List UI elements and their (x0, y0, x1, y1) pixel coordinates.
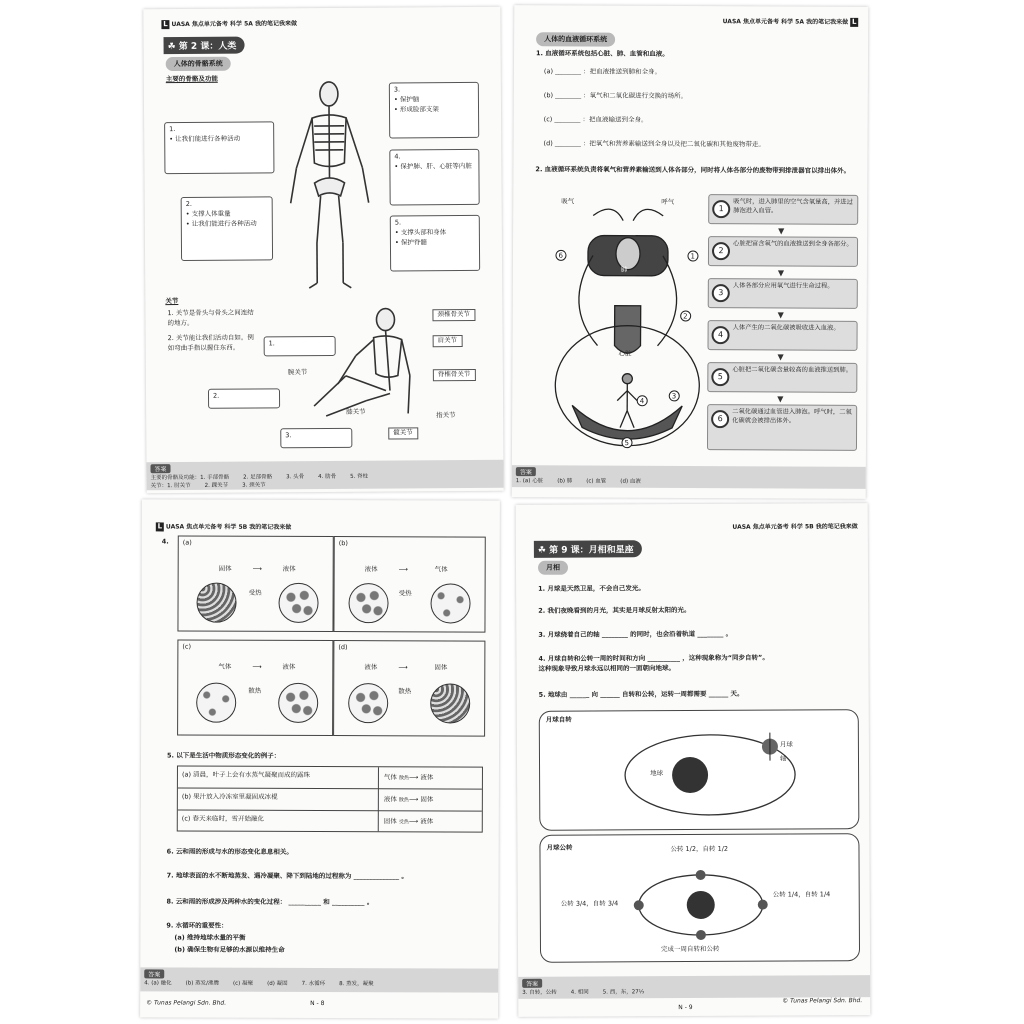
question-4: 4. 月球自转和公转一周的时间和方向 __________ ，这种现象称为“同步自转”。 这种现象导致月球永远以相同的一面朝向地球。 (538, 653, 769, 673)
example-text: (a) 清晨，叶子上会有水蒸气凝聚而成的露珠 (181, 770, 311, 779)
cell-to: 液体 (282, 564, 296, 573)
question-2: 2. 我们夜晚看到的月光，其实是月球反射太阳的光。 (538, 606, 691, 615)
to: 液体 (420, 817, 434, 826)
question-5: 5. 以下是生活中物质形态变化的例子： (166, 751, 281, 760)
item-key: (a) (543, 67, 554, 76)
cell-from: 固体 (218, 564, 232, 573)
svg-text:5: 5 (624, 439, 629, 448)
copyright: © Tunas Pelangi Sdn. Bhd. (146, 999, 227, 1007)
svg-text:1: 1 (690, 252, 695, 261)
answer-item: (d) 凝固 (267, 980, 288, 987)
arrow-down-icon: ▼ (777, 394, 784, 404)
question-text: 5. 地球由 (538, 690, 568, 699)
moon-label: 月球 (779, 740, 793, 749)
arrow-right-icon: ⟶ (252, 564, 263, 573)
lung-label: 肺 (620, 265, 628, 274)
question-text: 的同时，也会沿着轨道 (630, 629, 696, 639)
box-number: 2. (185, 199, 192, 208)
axis-label: 轴 (779, 754, 787, 763)
lesson-title (534, 540, 642, 558)
answer-tag: 答案 (150, 464, 170, 473)
q1-item-d: (d) ________ ：把氧气和营养素输送到全身以及把二氧化碳和其他废物带走。 (543, 139, 765, 149)
question-9: 9. 水循环的重要性： (166, 921, 228, 930)
page-states-of-matter (140, 499, 500, 1018)
example-change: 气体 散热⟶ 液体 (383, 773, 434, 782)
box-item: • 保护肺、肝、心脏等内脏 (394, 161, 472, 171)
leaf-icon: ☘ (167, 42, 179, 53)
question-1: 1. 月球是天然卫星，不会自己发光。 (538, 584, 645, 593)
from: 固体 (383, 817, 397, 826)
particles-gas-icon (196, 683, 236, 723)
answer-item: 3. 头骨 (286, 474, 305, 481)
joint-answer-box-3: 3. (280, 428, 352, 449)
skeleton-sitting-icon (305, 305, 416, 424)
question-2: 2. 血液循环系统负责将氧气和营养素输送到人体各部分，同时将人体各部分的废物带到排泄器官以排出体外。 (535, 165, 851, 175)
cell-key: (c) (182, 642, 192, 651)
question-text: 天。 (730, 689, 744, 698)
box-item: • 形成脸部支架 (393, 104, 439, 114)
section-title: 人体的骨骼系统 (166, 57, 231, 71)
page-number: N - 9 (678, 1004, 693, 1012)
answer-item: 8. 蒸发，凝聚 (339, 981, 374, 988)
and-text: 和 (323, 898, 330, 907)
answer-tag: 答案 (516, 467, 536, 476)
cell-from: 液体 (364, 565, 378, 574)
copyright: © Tunas Pelangi Sdn. Bhd. (782, 997, 863, 1005)
step-number: 4 (712, 326, 730, 344)
step-text: 吸气时，进入肺里的空气含氧量高，并进过肺泡进入血管。 (733, 198, 853, 215)
bone-box-5 (390, 215, 480, 272)
earth-label: 地球 (650, 769, 664, 778)
question-3: 3. 月球绕着自己的轴 ________ 的同时，也会沿着轨道 ________ 。 (538, 629, 733, 639)
joint-label-hip: 髋关节 (388, 427, 418, 439)
moon-revolution-icon (631, 865, 771, 946)
joint-label-spine: 脊椎骨关节 (433, 369, 476, 381)
question-text: 向 (591, 690, 598, 699)
book-logo-icon: L (157, 522, 163, 531)
step-text: 二氧化碳通过血管进入肺泡。呼气时，二氧化碳就会被排出体外。 (732, 408, 852, 425)
revolution-full-label: 完成一周自转和公转 (660, 944, 720, 954)
arrow-right-icon: ⟶ (398, 565, 409, 574)
joint-label-neck: 颈椎骨关节 (432, 309, 475, 321)
answer-item: 2. 足部骨骼 (243, 474, 273, 481)
particles-liquid-icon (348, 683, 388, 723)
question-6: 6. 云和雨的形成与水的形态变化息息相关。 (166, 847, 293, 856)
cell-action: 散热 (398, 687, 412, 696)
cell-key: (a) (182, 538, 192, 547)
q1-item-b: (b) ________ ：氧气和二氧化碳进行交换的场所。 (543, 91, 688, 100)
arrow-down-icon: ▼ (777, 352, 784, 362)
answer-item: 5. 脊柱 (350, 473, 369, 480)
question-text: 7. 地球表面的水不断地蒸发、遇冷凝聚、降下到陆地的过程称为 (166, 871, 352, 881)
moon-revolution-panel (539, 833, 860, 963)
leaf-icon: ☘ (537, 545, 550, 556)
particles-liquid-icon (278, 683, 318, 723)
page-number: N - 8 (310, 999, 325, 1008)
arrow-right-icon: ⟶ (398, 663, 408, 672)
answer-item: 1. (a) 心脏 (515, 478, 544, 485)
from: 液体 (383, 795, 397, 804)
answer-bar (146, 460, 503, 490)
step-number: 6 (711, 410, 729, 428)
circulation-step-3 (708, 278, 858, 309)
header-text: UASA 焦点单元备考 科学 5B 我的笔记我来做 (165, 523, 292, 531)
heart-label: 心脏 (618, 349, 632, 358)
state-cell-c (177, 640, 333, 737)
box-item: • 支撑人体重量 (185, 209, 231, 218)
arrow-right-icon: ⟶ (252, 662, 262, 671)
moon-orbit-icon (620, 724, 801, 821)
answer-item: 主要的骨骼及功能：1. 手部骨骼 (150, 474, 230, 482)
item-text: ：把氧气和营养素输送到全身以及把二氧化碳和其他废物带走。 (582, 139, 765, 149)
page-skeletal-system (143, 7, 503, 493)
bone-box-4 (389, 149, 479, 206)
joints-point-1: 1. 关节是骨头与骨头之间连结的地方。 (167, 308, 254, 327)
state-cell-a (177, 536, 333, 633)
from: 气体 (383, 773, 397, 782)
joint-label-knee: 膝关节 (346, 407, 366, 416)
cell-to: 液体 (282, 662, 296, 671)
particles-liquid-icon (278, 583, 318, 623)
circulation-diagram-icon (552, 195, 703, 456)
subheading: 主要的骨骼及功能 (165, 74, 218, 84)
question-text: 4. 月球自转和公转一周的时间和方向 (538, 654, 646, 663)
bone-box-2 (181, 196, 273, 261)
arrow-down-icon: ▼ (778, 226, 785, 236)
item-text: ：把血液输送到全身。 (582, 115, 648, 124)
state-cell-b (333, 536, 485, 633)
question-9-a: (a) 维持地球水量的平衡 (174, 933, 246, 942)
revolution-quarter-label: 公转 1/4，自转 1/4 (772, 890, 831, 899)
question-text: 这种现象导致月球永远以相同的一面朝向地球。 (538, 663, 676, 673)
answer-item: 4. 相同 (570, 989, 589, 996)
revolution-three-quarter-label: 公转 3/4，自转 3/4 (560, 899, 619, 908)
answer-bar (518, 975, 870, 999)
arrow-down-icon: ▼ (777, 268, 785, 278)
cell-action: 受热 (248, 588, 262, 597)
answer-item: 4. (a) 融化 (144, 980, 172, 987)
box-item: • 支撑头部和身体 (394, 227, 447, 237)
box-number: 1. (169, 125, 176, 134)
step-number: 1 (712, 200, 730, 218)
question-9-b: (b) 确保生物有足够的水源以维持生命 (174, 945, 285, 954)
item-key: (b) (543, 91, 554, 100)
answer-item: (b) 肺 (557, 478, 573, 485)
question-text: 自转和公转，运转一周都需要 (621, 689, 707, 699)
answer-item: 2. 踝关节 (204, 482, 229, 489)
lesson-title-text: 第 2 课：人类 (178, 41, 237, 53)
example-text: (c) 春天来临时，雪开始融化 (181, 814, 265, 823)
book-logo-icon: L (163, 20, 168, 29)
answer-bar (512, 465, 866, 489)
header-text: UASA 焦点单元备考 科学 5B 我的笔记我来做 (732, 523, 858, 531)
q1-item-a: (a) ________ ：把血液推送到肺和全身。 (543, 67, 662, 76)
to: 固体 (420, 795, 434, 804)
arrow-down-icon: ▼ (777, 310, 784, 320)
lesson-title (164, 37, 245, 55)
box-item: • 让我们能进行各种活动 (185, 218, 257, 228)
cell-key: (d) (338, 643, 348, 652)
section-title: 月相 (538, 561, 568, 575)
answer-item: (c) 凝聚 (233, 980, 254, 987)
answer-item: (b) 蒸发/沸腾 (185, 980, 220, 987)
circulation-step-2 (708, 236, 858, 267)
section-title: 人体的血液循环系统 (536, 32, 615, 46)
svg-text:6: 6 (558, 251, 563, 260)
circulation-step-4 (707, 320, 857, 351)
step-number: 3 (712, 284, 730, 302)
state-cell-d (333, 640, 485, 737)
joint-label-shoulder: 肩关节 (433, 335, 463, 347)
bone-box-3 (389, 82, 479, 139)
box-item: • 保护脊髓 (394, 237, 427, 247)
answer-item: 关节：1. 肘关节 (150, 482, 191, 490)
question-8: 8. 云和雨的形成涉及两种水的变化过程： __________ 和 __________ 。 (166, 897, 374, 907)
page-header (732, 521, 857, 531)
step-text: 心脏把二氧化碳含量较高的血液推送到肺。 (732, 366, 853, 374)
question-7: 7. 地球表面的水不断地蒸发、遇冷凝聚、降下到陆地的过程称为 ______________ 。 (166, 871, 408, 881)
skeleton-front-icon (284, 78, 376, 299)
page-circulatory-system (512, 5, 869, 499)
circulation-step-5 (707, 362, 857, 393)
question-text: ，这种现象称为“同步自转”。 (682, 653, 769, 663)
page-moon-phases (516, 503, 871, 1017)
circulation-step-6 (707, 404, 857, 451)
panel-title: 月球自转 (545, 715, 572, 724)
box-number: 5. (394, 218, 402, 227)
example-change: 液体 散热⟶ 固体 (383, 795, 434, 804)
book-logo-icon: L (851, 17, 857, 26)
page-header (156, 521, 292, 531)
joint-answer-box-2: 2. (208, 388, 280, 409)
question-1: 1. 血液循环系统包括心脏、肺、血管和血液。 (536, 49, 669, 58)
answer-item: 7. 水循环 (301, 980, 326, 988)
page-header (723, 16, 859, 27)
item-text: ：氧气和二氧化碳进行交换的场所。 (583, 91, 688, 100)
answer-tag: 答案 (522, 979, 542, 988)
examples-table (177, 766, 483, 833)
answer-bar (140, 967, 498, 992)
to: 液体 (420, 773, 434, 782)
box-item: • 保护脑 (393, 95, 420, 104)
answer-item: 3. 颈关节 (242, 482, 266, 489)
joints-point-2: 2. 关节能让我们活动自如。例如弯曲手指以握住东西。 (167, 333, 254, 352)
joints-heading: 关节 (165, 297, 179, 306)
exhale-label: 呼气 (661, 197, 675, 206)
particles-gas-icon (430, 583, 470, 623)
step-number: 5 (711, 368, 729, 386)
answer-item: (d) 血液 (620, 478, 641, 485)
example-text: (b) 果汁放入冷冻室里凝固成冰棍 (181, 792, 278, 801)
particles-solid-icon (430, 683, 470, 723)
header-text: UASA 焦点单元备考 科学 5A 我的笔记我来做 (722, 18, 849, 26)
joint-label-finger: 指关节 (436, 411, 456, 420)
box-number: 4. (394, 152, 401, 161)
lesson-title-text: 第 9 课：月相和星座 (549, 545, 634, 556)
bone-box-1 (164, 121, 274, 174)
answer-item: (c) 血管 (586, 478, 607, 485)
action: 受热 (398, 819, 409, 826)
item-text: ：把血液推送到肺和全身。 (583, 67, 662, 76)
circulation-step-1 (708, 194, 858, 225)
cell-to: 固体 (434, 663, 448, 672)
cell-action: 受热 (398, 589, 412, 598)
action: 散热 (398, 797, 409, 804)
answer-tag: 答案 (144, 969, 164, 978)
panel-title: 月球公转 (546, 843, 573, 852)
step-text: 人体产生的二氧化碳被吸收进入血液。 (732, 324, 840, 332)
action: 散热 (399, 775, 410, 782)
question-text: 8. 云和雨的形成涉及两种水的变化过程： (166, 897, 287, 906)
moon-rotation-panel (539, 709, 860, 831)
cell-to: 气体 (434, 565, 448, 574)
item-key: (c) (543, 115, 553, 124)
cell-key: (b) (338, 539, 348, 548)
svg-text:2: 2 (683, 312, 688, 321)
item-key: (d) (543, 139, 553, 148)
joint-answer-box-1: 1. (264, 336, 336, 357)
step-text: 心脏把富含氧气的血液推送到全身各部分。 (733, 240, 853, 248)
particles-solid-icon (196, 583, 236, 623)
question-4: 4. (161, 537, 169, 546)
joint-label-wrist: 腕关节 (287, 368, 308, 377)
page-header (161, 18, 297, 29)
header-text: UASA 焦点单元备考 科学 5A 我的笔记我来做 (171, 20, 298, 29)
step-text: 人体各部分应用氧气进行生命过程。 (732, 282, 834, 290)
answer-item: 4. 肋骨 (318, 473, 337, 481)
box-number: 3. (393, 85, 401, 94)
svg-text:3: 3 (671, 392, 677, 401)
answer-item: 5. 西，东，27⅓ (602, 989, 645, 996)
svg-text:4: 4 (639, 397, 645, 406)
cell-from: 气体 (218, 662, 232, 671)
question-5: 5. 地球由 ______ 向 ______ 自转和公转，运转一周都需要 ______ 天。 (538, 689, 744, 699)
inhale-label: 吸气 (561, 197, 575, 206)
cell-action: 散热 (248, 686, 262, 695)
particles-liquid-icon (348, 583, 388, 623)
box-item: • 让我们能进行各种活动 (169, 134, 241, 143)
cell-from: 液体 (364, 663, 378, 672)
question-text: 3. 月球绕着自己的轴 (538, 630, 600, 639)
revolution-half-label: 公转 1/2，自转 1/2 (670, 844, 729, 854)
example-change: 固体 受热⟶ 液体 (383, 817, 434, 826)
q1-item-c: (c) ________ ：把血液输送到全身。 (543, 115, 648, 124)
answer-item: 3. 自转，公转 (522, 989, 557, 996)
step-number: 2 (712, 242, 730, 260)
